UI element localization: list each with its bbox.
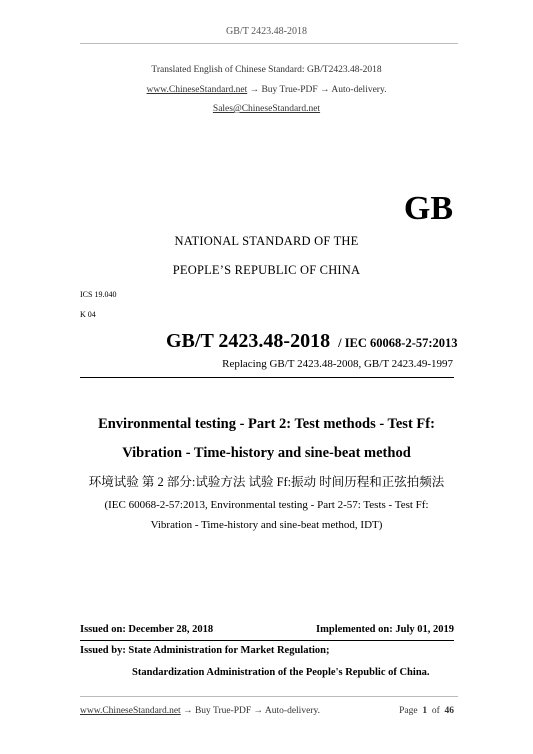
- header-rule: [80, 43, 458, 44]
- title-cn: 环境试验 第 2 部分:试验方法 试验 Ff:振动 时间历程和正弦拍频法: [88, 475, 445, 489]
- purchase-text: → Buy True-PDF → Auto-delivery.: [247, 85, 387, 95]
- issued-by-line2: Standardization Administration of the People's Republic of China.: [132, 667, 430, 678]
- footer-purchase: [80, 706, 320, 716]
- dates-row: [80, 624, 454, 635]
- title-en-line1: Environmental testing - Part 2: Test methods - Test Ff:: [98, 416, 435, 432]
- ics-code: ICS 19.040: [80, 290, 117, 299]
- implemented-on: Implemented on: July 01, 2019: [316, 624, 454, 635]
- running-header: GB/T 2423.48-2018: [226, 26, 307, 37]
- page-number: 1: [422, 706, 428, 716]
- footer-rule: [80, 696, 458, 697]
- footer: [80, 706, 454, 716]
- iec-reference-line1: (IEC 60068-2-57:2013, Environmental testing - Part 2-57: Tests - Test Ff:: [104, 499, 429, 511]
- classification-code: K 04: [80, 310, 96, 319]
- iec-equivalent: / IEC 60068-2-57:2013: [338, 336, 458, 350]
- issued-by-line1: Issued by: State Administration for Market Regulation;: [80, 645, 330, 656]
- translation-notice: Translated English of Chinese Standard: GB/T2423.48-2018: [151, 65, 382, 75]
- standard-number: [166, 330, 458, 353]
- page-total: 46: [444, 706, 454, 716]
- footer-purchase-text: → Buy True-PDF → Auto-delivery.: [180, 706, 320, 716]
- sales-line: [0, 104, 533, 114]
- dates-rule: [80, 640, 454, 641]
- title-rule: [80, 377, 454, 378]
- footer-website-link[interactable]: www.ChineseStandard.net: [80, 706, 181, 716]
- national-standard-line1: NATIONAL STANDARD OF THE: [174, 234, 359, 248]
- purchase-line: [0, 85, 533, 95]
- replacing-line: Replacing GB/T 2423.48-2008, GB/T 2423.49-1997: [222, 358, 453, 370]
- page-label: Page: [399, 706, 418, 716]
- of-label: of: [431, 706, 440, 716]
- iec-reference-line2: Vibration - Time-history and sine-beat method, IDT): [150, 519, 383, 531]
- issued-on: Issued on: December 28, 2018: [80, 624, 214, 635]
- page-indicator: [399, 706, 454, 716]
- website-link[interactable]: www.ChineseStandard.net: [146, 85, 248, 95]
- title-en-line2: Vibration - Time-history and sine-beat method: [122, 445, 411, 461]
- sales-email-link[interactable]: Sales@ChineseStandard.net: [212, 104, 321, 114]
- gb-mark: GB: [403, 190, 453, 227]
- gb-number: GB/T 2423.48-2018: [166, 330, 331, 352]
- national-standard-line2: PEOPLE’S REPUBLIC OF CHINA: [172, 263, 361, 277]
